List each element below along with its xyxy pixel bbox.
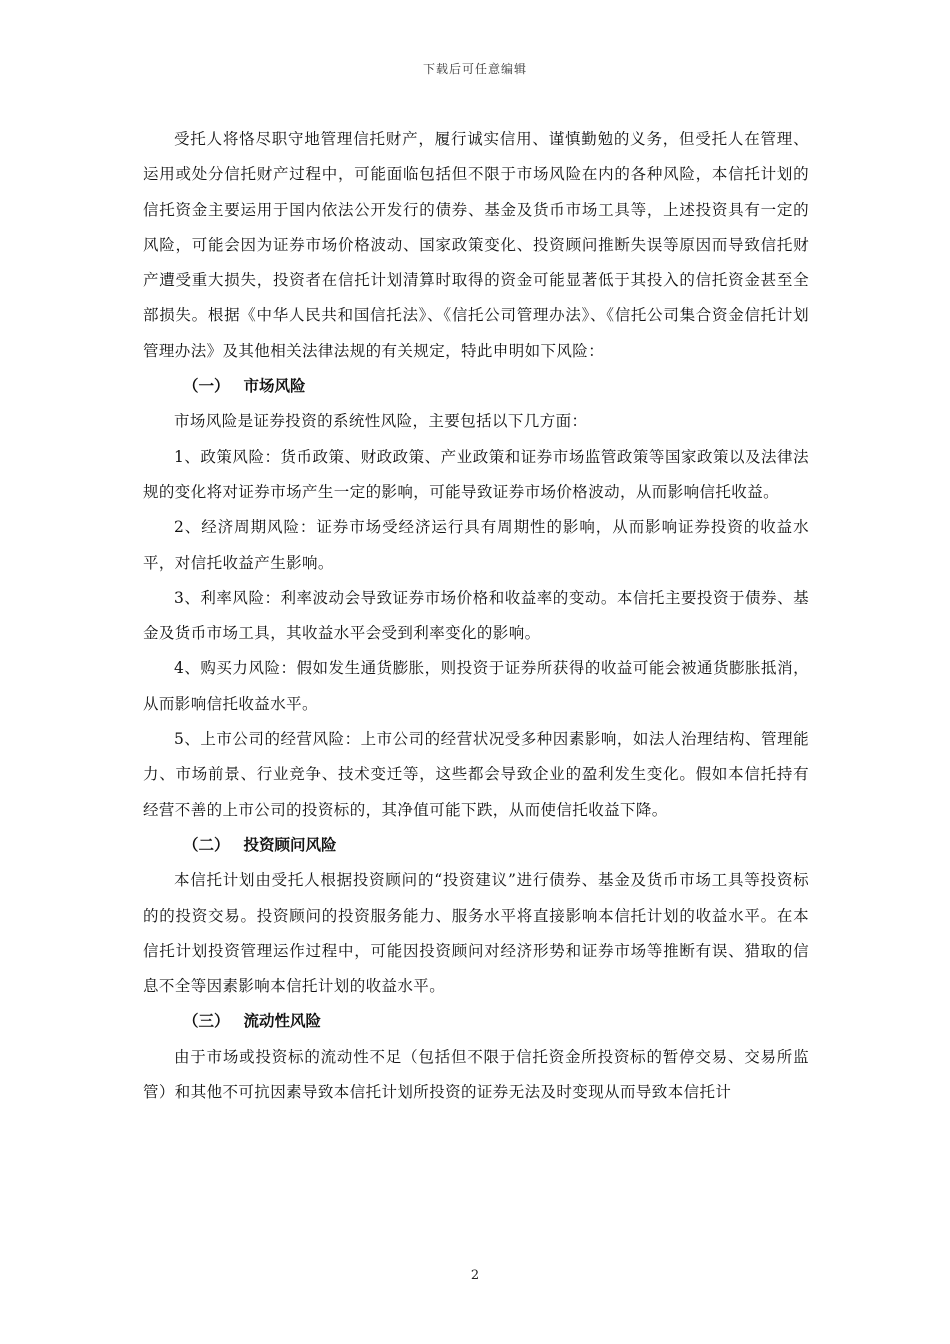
section-number: （一） (183, 377, 230, 396)
paragraph: 4、购买力风险：假如发生通货膨胀，则投资于证券所获得的收益可能会被通货膨胀抵消，从而影响信托收益水平。 (143, 659, 809, 713)
paragraph: 5、上市公司的经营风险：上市公司的经营状况受多种因素影响，如法人治理结构、管理能力、市场前景、行业竞争、技术变迁等，这些都会导致企业的盈利发生变化。假如本信托持有经营不善的上市公司的投资标的，其净值可能下跌，从而使信托收益下降。 (143, 730, 809, 819)
paragraph: 本信托计划由受托人根据投资顾问的“投资建议”进行债券、基金及货币市场工具等投资标的的投资交易。投资顾问的投资服务能力、服务水平将直接影响本信托计划的收益水平。在本信托计划投资管理运作过程中，可能因投资顾问对经济形势和证券市场等推断有误、猎取的信息不全等因素影响本信托计划的收益水平。 (143, 871, 809, 996)
section-heading-1 (143, 369, 809, 404)
page-header: 下载后可任意编辑 (422, 62, 527, 76)
section-heading-2 (143, 828, 809, 863)
paragraph: 由于市场或投资标的流动性不足（包括但不限于信托资金所投资标的暂停交易、交易所监管）和其他不可抗因素导致本信托计划所投资的证券无法及时变现从而导致本信托计 (143, 1047, 809, 1102)
section-title: 流动性风险 (243, 1012, 322, 1031)
section-title: 市场风险 (243, 377, 306, 396)
paragraph: 市场风险是证券投资的系统性风险，主要包括以下几方面： (174, 412, 588, 431)
section-number: （二） (183, 835, 230, 854)
intro-paragraph: 受托人将恪尽职守地管理信托财产，履行诚实信用、谨慎勤勉的义务，但受托人在管理、运用或处分信托财产过程中，可能面临包括但不限于市场风险在内的各种风险，本信托计划的信托资金主要运用于国内依法公开发行的债券、基金及货币市场工具等，上述投资具有一定的风险，可能会因为证券市场价格波动、国家政策变化、投资顾问推断失误等原因而导致信托财产遭受重大损失，投资者在信托计划清算时取得的资金可能显著低于其投入的信托资金甚至全部损失。根据《中华人民共和国信托法》、《信托公司管理办法》、《信托公司集合资金信托计划管理办法》及其他相关法律法规的有关规定，特此申明如下风险： (143, 130, 809, 360)
page-number: 2 (470, 1268, 480, 1283)
section-heading-3 (143, 1004, 809, 1039)
paragraph: 3、利率风险：利率波动会导致证券市场价格和收益率的变动。本信托主要投资于债券、基金及货币市场工具，其收益水平会受到利率变化的影响。 (143, 588, 809, 643)
paragraph: 1、政策风险：货币政策、财政政策、产业政策和证券市场监管政策等国家政策以及法律法规的变化将对证券市场产生一定的影响，可能导致证券市场价格波动，从而影响信托收益。 (143, 447, 809, 501)
paragraph: 2、经济周期风险：证券市场受经济运行具有周期性的影响，从而影响证券投资的收益水平，对信托收益产生影响。 (143, 518, 809, 572)
section-number: （三） (183, 1012, 230, 1031)
section-title: 投资顾问风险 (243, 835, 337, 854)
document-body (143, 122, 809, 1110)
